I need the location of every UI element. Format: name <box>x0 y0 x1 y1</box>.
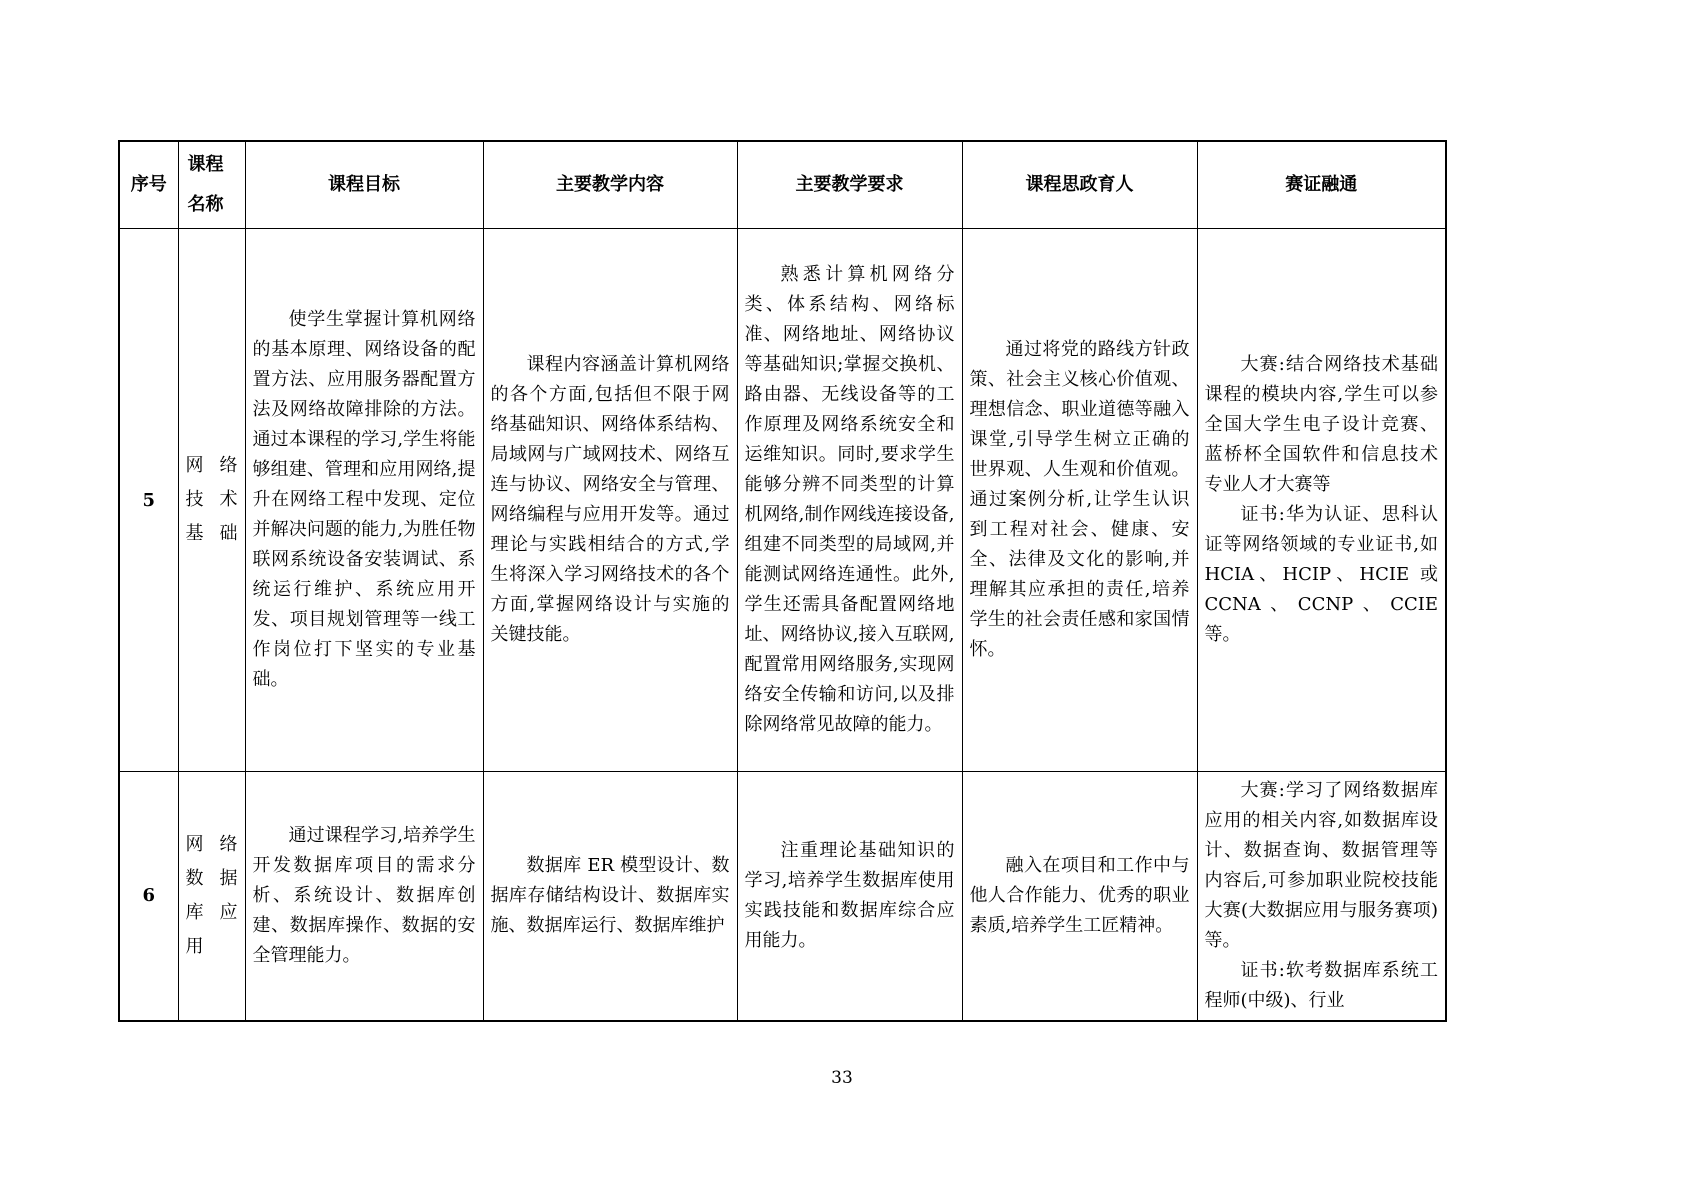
page-number: 33 <box>831 1068 853 1088</box>
row5-course-name: 网络技术基础 <box>178 229 245 772</box>
row6-course-name: 网络数据库应用 <box>178 772 245 1021</box>
row5-cert-competition-text: 大赛:结合网络技术基础课程的模块内容,学生可以参全国大学生电子设计竞赛、蓝桥杯全国软件和信息技术专业人才大赛等 <box>1204 354 1438 495</box>
row5-cert-certificate-text: 证书:华为认证、思科认证等网络领域的专业证书,如 HCIA、HCIP、HCIE 或 CCNA、CCNP、CCIE 等。 <box>1204 504 1438 645</box>
row5-ideology-education <box>962 229 1197 772</box>
row6-teaching-requirements <box>737 772 962 1021</box>
row5-serial-number: 5 <box>119 229 178 772</box>
row6-objectives-text: 通过课程学习,培养学生开发数据库项目的需求分析、系统设计、数据库创建、数据库操作、数据的安全管理能力。 <box>252 824 476 966</box>
row5-teaching-content <box>483 229 737 772</box>
row6-requirements-text: 注重理论基础知识的学习,培养学生数据库使用实践技能和数据库综合应用能力。 <box>744 839 955 951</box>
header-serial-number: 序号 <box>119 141 178 229</box>
row5-competition-certification <box>1197 229 1446 772</box>
row6-ideology-education <box>962 772 1197 1021</box>
row5-content-text: 课程内容涵盖计算机网络的各个方面,包括但不限于网络基础知识、网络体系结构、局域网与广域网技术、网络互连与协议、网络安全与管理、网络编程与应用开发等。通过理论与实践相结合的方式,学生将深入学习网络技术的各个方面,掌握网络设计与实施的关键技能。 <box>490 354 730 645</box>
row6-ideology-text: 融入在项目和工作中与他人合作能力、优秀的职业素质,培养学生工匠精神。 <box>969 854 1190 936</box>
row6-competition-certification <box>1197 772 1446 1021</box>
row6-serial-number: 6 <box>119 772 178 1021</box>
row5-teaching-requirements <box>737 229 962 772</box>
row5-ideology-text: 通过将党的路线方针政策、社会主义核心价值观、理想信念、职业道德等融入课堂,引导学生树立正确的世界观、人生观和价值观。通过案例分析,让学生认识到工程对社会、健康、安全、法律及文化的影响,并理解其应承担的责任,培养学生的社会责任感和家国情怀。 <box>969 339 1190 660</box>
table-header-row <box>119 141 1446 229</box>
header-course-name <box>178 141 245 229</box>
row5-course-objectives <box>245 229 483 772</box>
row5-objectives-text: 使学生掌握计算机网络的基本原理、网络设备的配置方法、应用服务器配置方法及网络故障排除的方法。通过本课程的学习,学生将能够组建、管理和应用网络,提升在网络工程中发现、定位并解决问题的能力,为胜任物联网系统设备安装调试、系统运行维护、系统应用开发、项目规划管理等一线工作岗位打下坚实的专业基础。 <box>252 309 476 690</box>
header-ideology-education: 课程思政育人 <box>962 141 1197 229</box>
row6-content-text: 数据库 ER 模型设计、数据库存储结构设计、数据库实施、数据库运行、数据库维护 <box>490 854 730 936</box>
course-table <box>118 140 1447 1022</box>
header-course-name-line2: 名称 <box>187 194 224 215</box>
header-course-name-line1: 课程 <box>187 154 224 175</box>
row6-course-objectives <box>245 772 483 1021</box>
header-competition-certification: 赛证融通 <box>1197 141 1446 229</box>
row6-cert-competition-text: 大赛:学习了网络数据库应用的相关内容,如数据库设计、数据查询、数据管理等内容后,可参加职业院校技能大赛(大数据应用与服务赛项)等。 <box>1204 779 1438 951</box>
row5-requirements-text: 熟悉计算机网络分类、体系结构、网络标准、网络地址、网络协议等基础知识;掌握交换机、路由器、无线设备等的工作原理及网络系统安全和运维知识。同时,要求学生能够分辨不同类型的计算机网络,制作网线连接设备,组建不同类型的局域网,并能测试网络连通性。此外,学生还需具备配置网络地址、网络协议,接入互联网,配置常用网络服务,实现网络安全传输和访问,以及排除网络常见故障的能力。 <box>744 264 955 735</box>
row6-cert-certificate-text: 证书:软考数据库系统工程师(中级)、行业 <box>1204 959 1438 1011</box>
header-course-objectives: 课程目标 <box>245 141 483 229</box>
header-teaching-content: 主要教学内容 <box>483 141 737 229</box>
row6-teaching-content <box>483 772 737 1021</box>
header-teaching-requirements: 主要教学要求 <box>737 141 962 229</box>
table-row-course-5 <box>119 229 1446 772</box>
table-row-course-6 <box>119 772 1446 1021</box>
